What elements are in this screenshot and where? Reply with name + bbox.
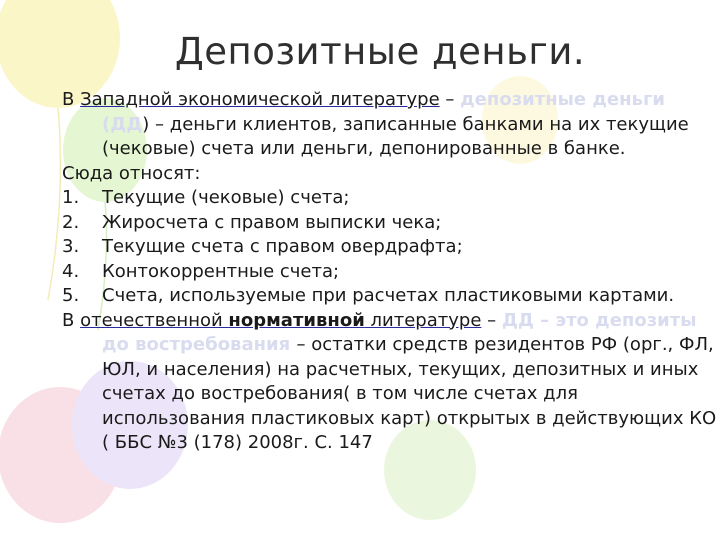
list-item-number: 4. <box>62 260 80 282</box>
list-item <box>62 260 717 285</box>
list-item-number: 5. <box>62 285 80 306</box>
domestic-definition-paragraph <box>62 309 717 456</box>
faint-demand-deposit-term: ДД – это депозиты до востребования <box>102 309 697 355</box>
list-item-number: 2. <box>62 211 80 233</box>
western-definition-paragraph <box>62 88 717 162</box>
western-literature-link[interactable]: Западной экономической литературе <box>80 89 440 110</box>
list-lead: Сюда относят: <box>62 162 201 184</box>
list-item-number: 1. <box>62 187 80 208</box>
domestic-prefix: В <box>62 309 81 331</box>
list-item-text: Контокоррентные счета; <box>102 260 340 282</box>
western-prefix: В <box>62 89 81 110</box>
slide-content <box>62 88 717 456</box>
list-item <box>62 211 717 236</box>
list-item-text: Счета, используемые при расчетах пластиковыми картами. <box>102 285 675 306</box>
domestic-link-part-1: отечественной <box>80 309 229 331</box>
western-definition-text: ) – деньги клиентов, записанные банками на их текущие (чековые) счета или деньги, депонированные в банке. <box>102 113 689 159</box>
faint-deposit-money-term: депозитные деньги (ДД <box>102 89 665 135</box>
list-item <box>62 235 717 260</box>
domestic-definition-text: – остатки средств резидентов РФ (орг., ФЛ, ЮЛ, и населения) на расчетных, текущих, депозитных и иных счетах до востребования( в том числе счетах для использования пластиковых карт) открытых в действующих КО ( ББС №3 (178) 2008г. С. 147 <box>102 334 717 453</box>
domestic-literature-link[interactable] <box>80 310 481 331</box>
list-item <box>62 284 717 309</box>
slide-title: Депозитные деньги. <box>174 30 586 73</box>
western-dash: – <box>439 89 461 110</box>
normative-bold-word: нормативной <box>228 309 365 331</box>
list-item-number: 3. <box>62 236 80 257</box>
list-item-text: Текущие (чековые) счета; <box>102 187 350 208</box>
deposit-account-list <box>62 186 717 309</box>
domestic-link-part-2: литературе <box>364 309 482 331</box>
list-item-text: Текущие счета с правом овердрафта; <box>102 236 463 257</box>
list-item <box>62 186 717 211</box>
domestic-dash: – <box>481 309 502 331</box>
list-item-text: Жиросчета с правом выписки чека; <box>102 211 442 233</box>
